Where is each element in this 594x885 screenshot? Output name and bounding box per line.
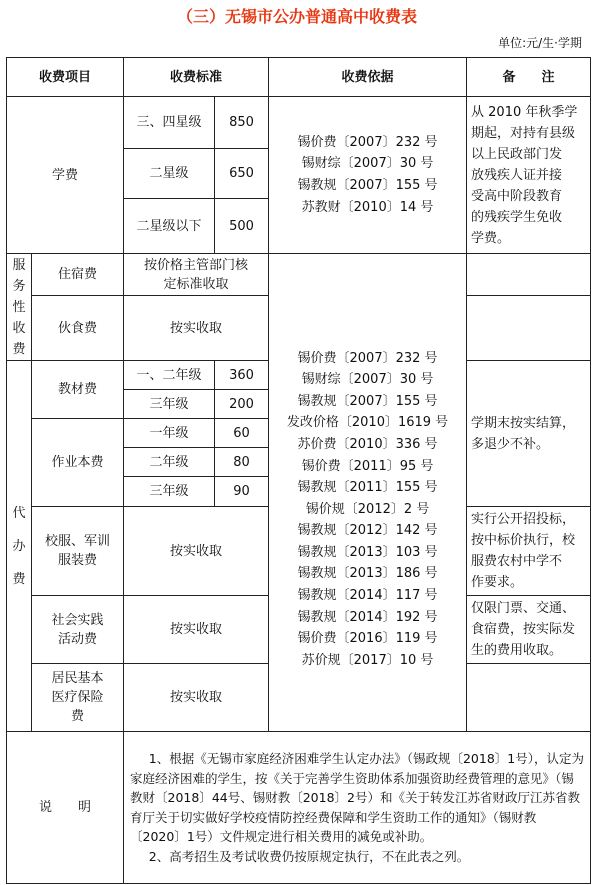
basis-line: 锡财综〔2007〕30 号	[301, 372, 434, 388]
social-remark	[467, 596, 591, 664]
remark-line: 生的费用收取。	[471, 643, 563, 658]
category-char: 费	[12, 571, 26, 587]
textbook-level: 一、二年级	[124, 361, 215, 390]
textbook-amount: 360	[215, 361, 269, 390]
tuition-amount: 850	[215, 97, 269, 149]
workbook-amount: 80	[215, 448, 269, 477]
remark-line: 实行公开招投标，	[471, 512, 576, 527]
tuition-level: 三、四星级	[124, 97, 215, 149]
remark-line: 受高中阶段教育	[471, 188, 563, 204]
workbook-amount: 60	[215, 419, 269, 448]
category-char: 办	[12, 538, 26, 554]
basis-line: 锡教规〔2011〕155 号	[297, 480, 438, 496]
basis-line: 锡教规〔2013〕186 号	[297, 566, 438, 582]
lodging-remark	[467, 254, 591, 296]
page-title: （三）无锡市公办普通高中收费表	[176, 7, 417, 26]
lodging-standard	[124, 254, 269, 296]
basis-line: 锡教规〔2014〕117 号	[297, 588, 438, 604]
label-line: 居民基本	[51, 671, 104, 686]
remark-line: 从 2010 年秋季学	[471, 104, 578, 120]
label-line: 活动费	[58, 631, 98, 647]
table-row	[7, 254, 591, 296]
workbook-amount: 90	[215, 477, 269, 507]
header-standard: 收费标准	[124, 58, 269, 97]
label-line: 服装费	[58, 553, 98, 568]
insurance-remark	[467, 664, 591, 732]
meals-remark	[467, 296, 591, 361]
tuition-level: 二星级以下	[124, 199, 215, 254]
basis-line: 锡教规〔2013〕103 号	[297, 544, 438, 560]
tuition-amount: 650	[215, 149, 269, 199]
remark-line: 放残疾人证并接	[471, 167, 563, 183]
notes-label: 说 明	[7, 732, 124, 884]
tuition-level: 二星级	[124, 149, 215, 199]
textbook-level: 三年级	[124, 390, 215, 419]
notes-content	[124, 732, 591, 884]
remark-line: 期起，对持有县级	[471, 125, 576, 141]
category-char: 费	[12, 341, 26, 357]
proxy-basis	[269, 254, 467, 732]
category-char: 性	[12, 299, 26, 315]
workbook-label: 作业本费	[32, 419, 124, 507]
note-item: 1、根据《无锡市家庭经济困难学生认定办法》（锡政规〔2018〕1号），认定为家庭经济困难的学生，按《关于完善学生资助体系加强资助经费管理的意见》（锡教财〔2018〕44号、锡财教〔2018〕2号）和《关于转发江苏省财政厅江苏省教育厅关于切实做好学校疫情防控经费保障和学生资助工作的通知》（锡财教〔2020〕1号）文件规定进行相关费用的减免或补助。	[130, 751, 584, 844]
basis-line: 苏价费〔2010〕336 号	[297, 436, 438, 452]
remark-line: 仅限门票、交通、	[471, 601, 576, 616]
basis-line: 苏教财〔2010〕14 号	[301, 199, 434, 215]
tuition-amount: 500	[215, 199, 269, 254]
social-label	[32, 596, 124, 664]
workbook-level: 三年级	[124, 477, 215, 507]
remark-line: 的残疾学生免收	[471, 209, 563, 225]
textbook-amount: 200	[215, 390, 269, 419]
basis-line: 锡财综〔2007〕30 号	[301, 156, 434, 172]
uniform-standard: 按实收取	[124, 507, 269, 596]
basis-line: 锡价费〔2007〕232 号	[297, 350, 438, 366]
workbook-level: 二年级	[124, 448, 215, 477]
meals-label: 伙食费	[32, 296, 124, 361]
basis-line: 锡教规〔2007〕155 号	[297, 393, 438, 409]
remark-line: 以上民政部门发	[471, 146, 563, 162]
remark-line: 作要求。	[471, 575, 524, 590]
proxy-category	[7, 361, 32, 732]
basis-line: 锡教规〔2012〕142 号	[297, 523, 438, 539]
unit-label: 单位:元/生·学期	[498, 36, 582, 50]
tuition-label: 学费	[7, 97, 124, 254]
label-line: 费	[71, 709, 85, 724]
basis-line: 锡教规〔2014〕192 号	[297, 609, 438, 625]
textbook-label: 教材费	[32, 361, 124, 419]
table-row	[7, 97, 591, 149]
label-line: 社会实践	[51, 612, 104, 628]
basis-line: 锡价规〔2012〕2 号	[305, 501, 430, 517]
remark-line: 学期末按实结算，	[471, 415, 576, 431]
workbook-level: 一年级	[124, 419, 215, 448]
basis-line: 锡价费〔2016〕119 号	[297, 631, 438, 647]
standard-line: 定标准收取	[163, 276, 229, 292]
social-standard: 按实收取	[124, 596, 269, 664]
label-line: 校服、军训	[45, 534, 111, 549]
category-char: 代	[12, 505, 26, 521]
lodging-label: 住宿费	[32, 254, 124, 296]
meals-standard: 按实收取	[124, 296, 269, 361]
insurance-standard: 按实收取	[124, 664, 269, 732]
basis-line: 锡价费〔2007〕232 号	[297, 134, 438, 150]
remark-line: 食宿费，按实际发	[471, 622, 576, 637]
tuition-remark	[467, 97, 591, 254]
remark-line: 按中标价执行，校	[471, 533, 576, 548]
header-basis: 收费依据	[269, 58, 467, 97]
category-char: 服	[12, 257, 26, 273]
table-header-row	[7, 58, 591, 97]
insurance-label	[32, 664, 124, 732]
remark-line: 服费农村中学不	[471, 554, 563, 569]
basis-line: 发改价格〔2010〕1619 号	[286, 415, 449, 431]
basis-line: 锡价费〔2011〕95 号	[301, 458, 434, 474]
category-char: 务	[12, 278, 26, 294]
standard-line: 按价格主管部门核	[144, 257, 249, 273]
uniform-label	[32, 507, 124, 596]
tuition-basis	[269, 97, 467, 254]
category-char: 收	[12, 320, 26, 336]
uniform-remark	[467, 507, 591, 596]
header-item: 收费项目	[7, 58, 124, 97]
table-row	[7, 732, 591, 884]
remark-line: 学费。	[471, 230, 511, 246]
label-line: 医疗保险	[51, 690, 104, 705]
basis-line: 锡教规〔2007〕155 号	[297, 178, 438, 193]
books-remark	[467, 361, 591, 507]
note-item: 2、高考招生及考试收费仍按原规定执行，不在此表之列。	[148, 848, 470, 864]
remark-line: 多退少不补。	[471, 436, 550, 452]
basis-line: 苏价规〔2017〕10 号	[301, 652, 434, 668]
header-remark: 备 注	[467, 58, 591, 97]
service-category	[7, 254, 32, 361]
fee-table	[6, 57, 591, 884]
